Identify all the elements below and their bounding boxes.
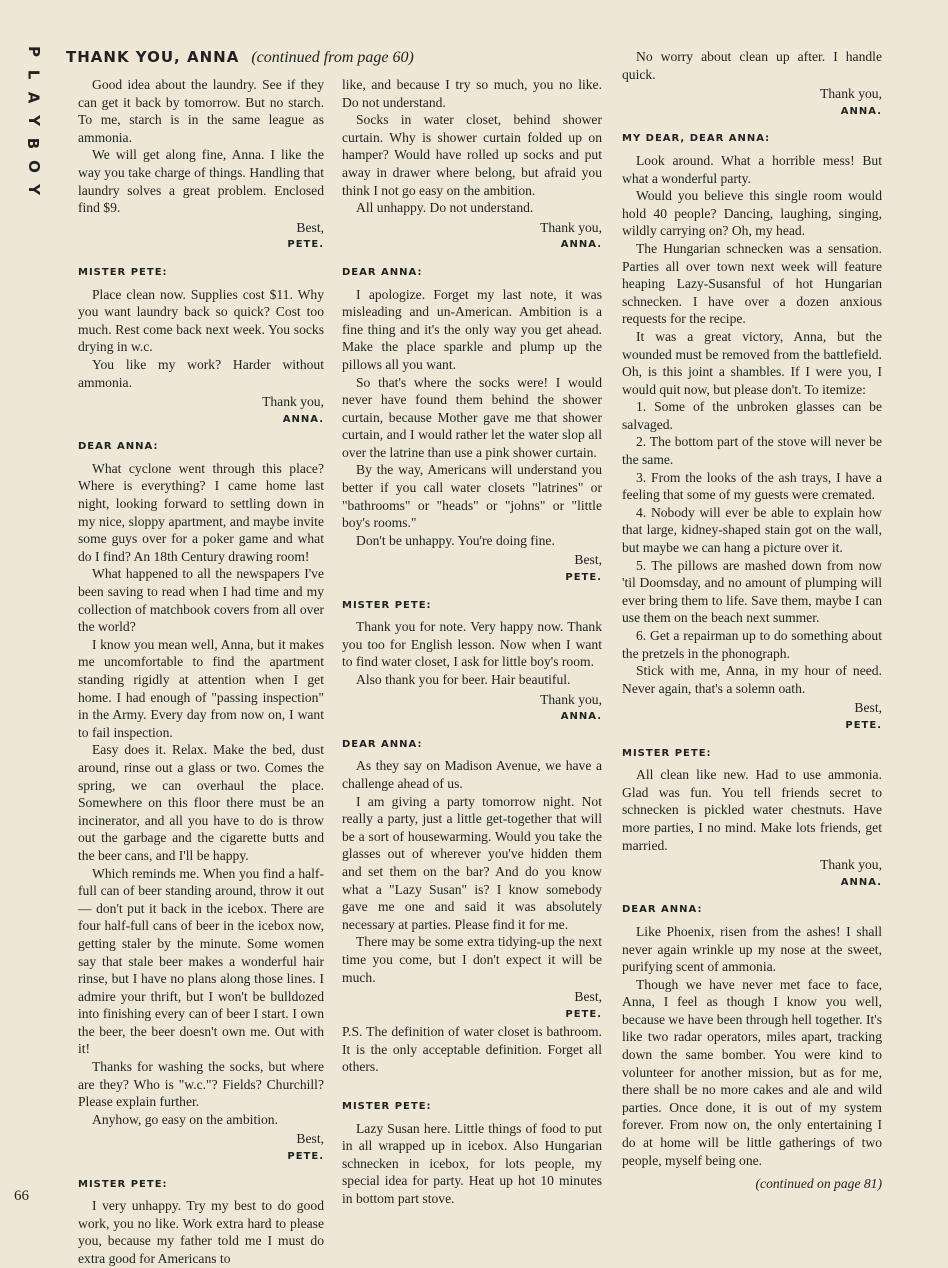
paragraph: What cyclone went through this place? Where is everything? I came home last night, looking forward to settling down in my nice, sloppy apartment, and maybe invite some guys over for a poker game and what do I find? An 18th Century drawing room! — [78, 460, 324, 564]
paragraph: Anyhow, go easy on the ambition. — [92, 1111, 279, 1127]
paragraph: Though we have never met face to face, Anna, I feel as though I know you well, because we have been through hell together. It's like two radar operators, miles apart, tracking down the same bomber. You were kind to volunteer for another mission, but as for me, there shall be no more cakes and ale and wild parties. Once done, it is out of my system forever. From now on, the only entertaining I do at home will be little gatherings of two people, myself being one. — [622, 976, 882, 1168]
paragraph: Place clean now. Supplies cost $11. Why you want laundry back so quick? Cost too much. Rest come back next week. You socks drying in w.c. — [78, 286, 324, 355]
closing: Thank you, — [540, 219, 602, 235]
paragraph: Like Phoenix, risen from the ashes! I shall never again wrinkle up my nose at the sweet, purifying scent of ammonia. — [622, 923, 882, 975]
column-3 — [622, 48, 882, 1193]
paragraph: Lazy Susan here. Little things of food to put in all wrapped up in icebox. Also Hungarian schnecken in icebox, for lots people, my special idea for party. Heat up hot 10 minutes in bottom part stove. — [342, 1120, 602, 1207]
signature — [342, 219, 602, 254]
list-item: 2. The bottom part of the stove will never be the same. — [622, 434, 882, 468]
postscript: P.S. The definition of water closet is bathroom. It is the only acceptable definition. Forget all others. — [342, 1024, 602, 1075]
paragraph: No worry about clean up after. I handle quick. — [622, 49, 882, 82]
signer: ANNA. — [840, 105, 882, 117]
paragraph: Easy does it. Relax. Make the bed, dust around, rinse out a glass or two. Comes the spring, we can overhaul the place. Somewhere on this floor there must be an incinerator, and all you have to do is throw out the garbage and the cigarette butts and the beer cans, and I'll be happy. — [78, 742, 324, 863]
paragraph: Which reminds me. When you find a half-full can of beer standing around, throw it out — don't put it back in the icebox. There are four half-full cans of beer in the icebox now, getting staler by the minute. Some women say that stale beer makes a wonderful hair rinse, but I have no plans along those lines. I admire your thrift, but I won't be bulldozed into finishing every can of beer I start. I own the beer, the beer doesn't own me. Out with it! — [78, 865, 324, 1057]
list-item: 6. Get a repairman up to do something about the pretzels in the phonograph. — [622, 628, 882, 661]
list-item: 4. Nobody will ever be able to explain how that large, kidney-shaped stain got on the wall, but maybe we can hang a picture over it. — [622, 504, 882, 556]
paragraph: I very unhappy. Try my best to do good work, you no like. Work extra hard to please you, because my father told me I must do extra good for Americans to — [78, 1198, 324, 1266]
closing: Thank you, — [820, 86, 882, 102]
signature — [622, 856, 882, 891]
paragraph: I apologize. Forget my last note, it was misleading and un-American. Ambition is a fine thing and it's the only way you get ahead. Make the place sparkle and plump up the pillows all you want. — [342, 286, 602, 372]
paragraph: Good idea about the laundry. See if they can get it back by tomorrow. But no starch. To me, starch is in the same league as ammonia. — [78, 77, 324, 145]
salutation: DEAR ANNA: — [342, 738, 423, 750]
salutation: DEAR ANNA: — [342, 266, 423, 278]
column-2 — [342, 76, 602, 1208]
closing: Best, — [574, 552, 602, 568]
magazine-letter: Y — [24, 115, 43, 126]
signature — [78, 393, 324, 428]
signer: ANNA. — [560, 239, 602, 251]
magazine-letter: P — [24, 46, 43, 57]
signer: PETE. — [565, 572, 602, 584]
paragraph: Look around. What a horrible mess! But what a wonderful party. — [622, 152, 882, 186]
salutation: MISTER PETE: — [342, 1101, 432, 1113]
salutation: MISTER PETE: — [78, 1178, 168, 1190]
signature — [622, 699, 882, 734]
signer: PETE. — [287, 1151, 324, 1163]
page-number: 66 — [14, 1188, 29, 1204]
paragraph: What happened to all the newspapers I've been saving to read when I had time and my collection of matchbook covers from all over the world? — [78, 566, 324, 635]
signature — [622, 85, 882, 120]
signer: PETE. — [845, 719, 882, 731]
magazine-letter: L — [24, 69, 43, 80]
magazine-letter: B — [24, 137, 43, 150]
signer: ANNA. — [282, 413, 324, 425]
closing: Thank you, — [540, 691, 602, 707]
signature — [342, 551, 602, 586]
paragraph: By the way, Americans will understand you better if you call water closets "latrines" or "bathrooms" or "heads" or "johns" or "little boy's rooms." — [342, 462, 602, 531]
signature — [78, 1130, 324, 1165]
signer: PETE. — [565, 1008, 602, 1020]
paragraph: All clean like new. Had to use ammonia. Glad was fun. You tell friends secret to schnecken is pickled water chestnuts. Have more parties, I no mind. Make lots friends, get married. — [622, 767, 882, 853]
signature — [342, 691, 602, 726]
magazine-letter: A — [24, 91, 43, 104]
paragraph: Thanks for washing the socks, but where are they? Who is "w.c."? Fields? Churchill? Please explain further. — [78, 1059, 324, 1110]
closing: Best, — [854, 700, 882, 716]
continued-from: (continued from page 60) — [251, 49, 414, 66]
paragraph: The Hungarian schnecken was a sensation. Parties all over town next week will feature heaping Lazy-Susansful of hot Hungarian schnecken. I have over a dozen anxious requests for the recipe. — [622, 240, 882, 327]
list-item: 1. Some of the unbroken glasses can be salvaged. — [622, 399, 882, 432]
signature — [78, 219, 324, 254]
paragraph: There may be some extra tidying-up the next time you come, but I don't expect it will be much. — [342, 934, 602, 985]
article-title: THANK YOU, ANNA — [66, 48, 240, 66]
paragraph: As they say on Madison Avenue, we have a challenge ahead of us. — [342, 758, 602, 791]
salutation: DEAR ANNA: — [78, 441, 159, 453]
signer: PETE. — [287, 239, 324, 251]
closing: Best, — [574, 989, 602, 1005]
paragraph: Also thank you for beer. Hair beautiful. — [356, 672, 571, 687]
paragraph: like, and because I try so much, you no like. Do not understand. — [342, 77, 602, 110]
paragraph: It was a great victory, Anna, but the wounded must be removed from the battlefield. Oh, is this joint a shambles. If I were you, I would quit now, but please don't. To itemize: — [622, 328, 882, 397]
salutation: MISTER PETE: — [622, 747, 712, 759]
magazine-letter: O — [24, 160, 43, 173]
paragraph: Socks in water closet, behind shower curtain. Why is shower curtain folded up on hamper? Would have rolled up socks and put away in drawer where belong, but afraid you think I not go easy on the ambition. — [342, 112, 602, 198]
salutation: MY DEAR, DEAR ANNA: — [622, 133, 771, 145]
article-header — [66, 48, 414, 67]
magazine-name-vertical — [22, 40, 44, 201]
list-item: 5. The pillows are mashed down from now 'til Doomsday, and no amount of plumping will ever bring them to life. Save them, maybe I can use them on the beach next summer. — [622, 557, 882, 626]
paragraph: So that's where the socks were! I would never have found them behind the shower curtain, because Mother gave me that shower curtain, and I would rather let the water slop all over the latrine than use a pink shower curtain. — [342, 374, 602, 460]
salutation: MISTER PETE: — [78, 266, 168, 278]
signer: ANNA. — [840, 876, 882, 888]
paragraph: Thank you for note. Very happy now. Thank you too for English lesson. Now when I want to find water closet, I ask for little boy's room. — [342, 619, 602, 670]
paragraph: I am giving a party tomorrow night. Not really a party, just a little get-together that will be a sort of housewarming. Would you take the glasses out of wherever you've hidden them and set them on the bar? And do you know what a "Lazy Susan" is? I know somebody gave me one and said it was absolutely necessary at parties. Please find it for me. — [342, 793, 602, 932]
closing: Thank you, — [820, 857, 882, 873]
list-item: 3. From the looks of the ash trays, I have a feeling that some of my guests were cremated. — [622, 469, 882, 503]
continued-on: (continued on page 81) — [755, 1176, 882, 1192]
signer: ANNA. — [560, 711, 602, 723]
signature — [342, 988, 602, 1023]
closing: Best, — [296, 1131, 324, 1147]
magazine-letter: Y — [24, 184, 43, 195]
paragraph: Stick with me, Anna, in my hour of need. Never again, that's a solemn oath. — [622, 663, 882, 696]
paragraph: I know you mean well, Anna, but it makes me uncomfortable to find the apartment standing rigidly at attention when I get home. I had enough of "passing inspection" in the Army. Every day from now on, I want to fail inspection. — [78, 636, 324, 740]
salutation: DEAR ANNA: — [622, 904, 703, 916]
salutation: MISTER PETE: — [342, 599, 432, 611]
paragraph: We will get along fine, Anna. I like the way you take charge of things. Handling that laundry solves a great problem. Enclosed find $9. — [78, 147, 324, 216]
paragraph: All unhappy. Do not understand. — [356, 200, 534, 216]
paragraph: Don't be unhappy. You're doing fine. — [356, 532, 555, 548]
paragraph: You like my work? Harder without ammonia. — [78, 356, 324, 390]
column-1 — [78, 76, 324, 1268]
closing: Thank you, — [262, 394, 324, 410]
closing: Best, — [296, 219, 324, 235]
paragraph: Would you believe this single room would hold 40 people? Dancing, laughing, singing, wildly carrying on? Oh, my head. — [622, 188, 882, 239]
